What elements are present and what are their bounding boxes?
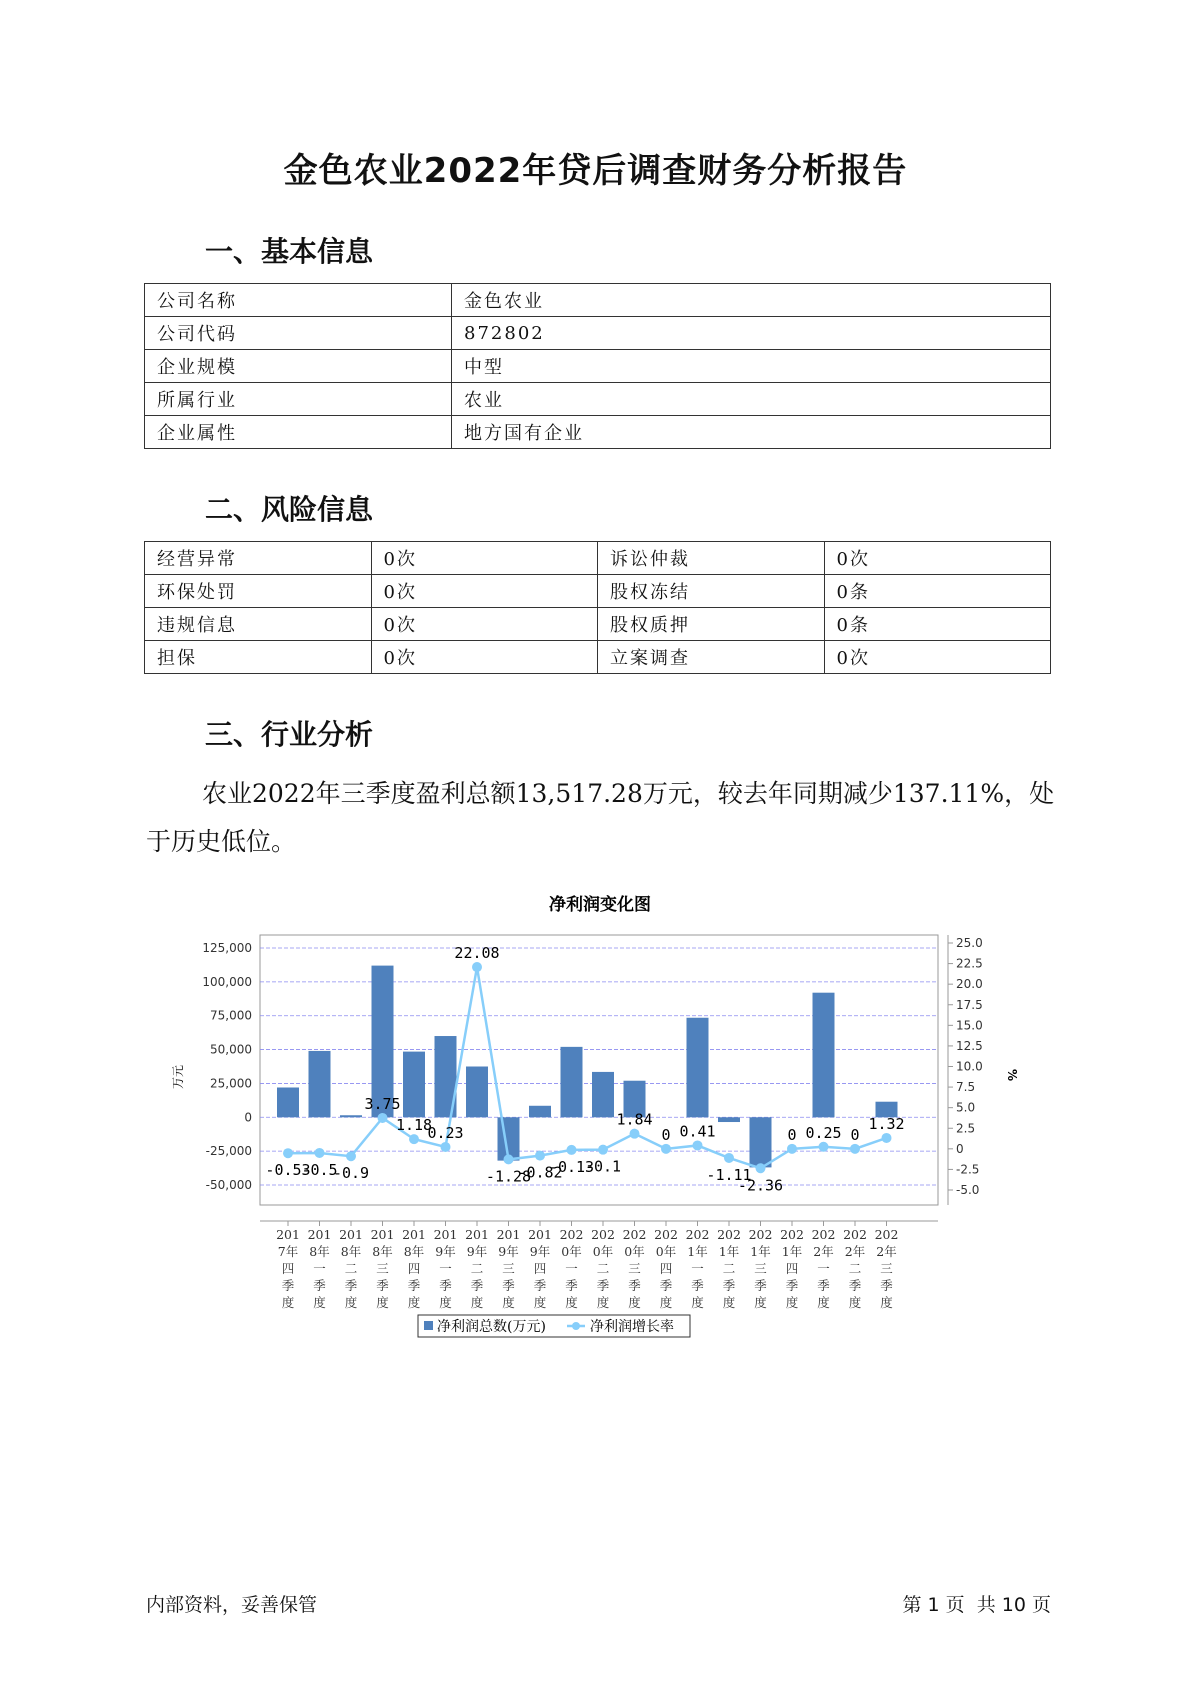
bar [309,1051,331,1117]
x-tick-label: 202 0年三季度 [622,1227,647,1310]
growth-data-label: 1.84 [616,1110,653,1129]
basic-info-row [145,416,1051,449]
legend-line-dot [572,1322,580,1330]
basic-info-cell: 企业属性 [145,416,452,449]
y-axis-label: 万元 [171,1064,185,1090]
y2-tick-label: 15.0 [956,1018,983,1033]
bar [592,1072,614,1117]
y2-tick-label: 0 [956,1141,964,1156]
x-tick-label: 202 1年四季度 [780,1227,804,1310]
growth-data-label: 0 [850,1125,860,1144]
x-tick-label: 201 9年二季度 [465,1227,489,1310]
growth-point [661,1144,671,1154]
growth-point [598,1145,608,1155]
risk-info-cell: 0条 [824,575,1051,608]
y2-tick-label: 10.0 [956,1059,983,1074]
risk-info-cell: 股权冻结 [598,575,825,608]
risk-info-cell: 诉讼仲裁 [598,542,825,575]
risk-info-cell: 0次 [371,575,598,608]
x-tick-label: 201 8年三季度 [370,1227,395,1310]
growth-data-label: 0 [787,1125,797,1144]
growth-point [819,1142,829,1152]
section-basic-heading: 一、基本信息 [205,235,374,268]
growth-data-label: -0.82 [517,1163,563,1182]
bar [813,993,835,1118]
growth-data-label: 3.75 [364,1094,401,1113]
basic-info-row [145,284,1051,317]
y-tick-label: -50,000 [205,1178,252,1192]
risk-info-cell: 0次 [371,641,598,674]
x-tick-label: 202 0年二季度 [591,1227,615,1310]
risk-info-table [144,541,1051,674]
basic-info-cell: 农业 [452,383,1051,416]
y-tick-label: 25,000 [210,1076,252,1091]
growth-data-label: -1.11 [706,1165,752,1184]
growth-point [787,1144,797,1154]
x-tick-label: 201 7年四季度 [276,1227,300,1310]
section-industry-heading: 三、行业分析 [205,718,374,751]
basic-info-row [145,317,1051,350]
x-tick-label: 202 0年四季度 [654,1227,678,1310]
section-risk-heading: 二、风险信息 [205,493,374,526]
growth-data-label: -0.53 [265,1161,311,1180]
y2-tick-label: 20.0 [956,977,983,992]
bar [750,1117,772,1167]
y-tick-label: -25,000 [205,1144,252,1159]
x-tick-label: 201 8年二季度 [339,1227,363,1310]
x-tick-label: 201 9年三季度 [496,1227,521,1310]
bar [687,1018,709,1118]
x-tick-label: 202 1年三季度 [748,1227,773,1310]
growth-point [504,1154,514,1164]
risk-info-cell: 0次 [371,608,598,641]
growth-point [724,1153,734,1163]
growth-data-label: -0.5 [301,1160,338,1179]
growth-point [567,1145,577,1155]
bar [561,1047,583,1117]
risk-info-cell: 违规信息 [145,608,372,641]
footer-confidential: 内部资料，妥善保管 [146,1594,318,1616]
growth-data-label: -2.36 [737,1176,784,1195]
net-profit-chart [160,885,1020,1345]
growth-data-label: -0.9 [332,1164,370,1183]
legend-line-label: 净利润增长率 [590,1319,674,1335]
y2-tick-label: 2.5 [956,1121,976,1136]
y2-tick-label: 25.0 [956,936,983,950]
legend-bar-swatch [424,1321,433,1330]
x-tick-label: 201 8年一季度 [307,1227,332,1310]
growth-point [756,1163,766,1173]
growth-point [441,1142,451,1152]
basic-info-cell: 872802 [452,317,1051,350]
risk-info-cell: 0次 [824,542,1051,575]
growth-point [535,1151,545,1161]
growth-point [283,1148,293,1158]
y2-tick-label: 17.5 [956,997,983,1012]
legend-bar-label: 净利润总数(万元) [437,1319,546,1335]
x-tick-label: 202 1年二季度 [717,1227,741,1310]
growth-data-label: 1.18 [395,1116,433,1135]
industry-paragraph: 农业2022年三季度盈利总额13,517.28万元，较去年同期减少137.11%，处于历史低位。 [146,779,1055,856]
y2-tick-label: -5.0 [956,1183,980,1197]
growth-data-label: 0.41 [679,1122,716,1141]
y2-tick-label: -2.5 [956,1162,980,1177]
bar [403,1052,425,1118]
growth-point [472,962,482,972]
basic-info-row [145,383,1051,416]
growth-data-label: 0 [661,1125,671,1144]
growth-data-label: 22.08 [454,944,500,963]
x-tick-label: 201 9年一季度 [433,1227,458,1310]
risk-info-cell: 担保 [145,641,372,674]
basic-info-row [145,350,1051,383]
growth-point [409,1134,419,1144]
y-tick-label: 75,000 [210,1008,252,1023]
y-tick-label: 100,000 [202,974,252,989]
basic-info-cell: 金色农业 [452,284,1051,317]
growth-data-label: -0.13 [548,1157,595,1176]
footer-page-number: 第 1 页 共 10 页 [902,1594,1051,1616]
basic-info-cell: 地方国有企业 [452,416,1051,449]
risk-info-row [145,542,1051,575]
growth-data-label: 1.32 [868,1114,905,1133]
growth-point [346,1151,356,1161]
bar [718,1117,740,1122]
x-tick-label: 202 2年三季度 [874,1227,899,1310]
risk-info-cell: 0次 [824,641,1051,674]
risk-info-cell: 经营异常 [145,542,372,575]
growth-point [882,1133,892,1143]
risk-info-row [145,641,1051,674]
x-tick-label: 202 1年一季度 [685,1227,710,1310]
y-tick-label: 125,000 [202,941,252,955]
basic-info-cell: 所属行业 [145,383,452,416]
bar [466,1067,488,1118]
y2-tick-label: 12.5 [956,1038,983,1053]
basic-info-table [144,283,1051,449]
y2-axis-label: % [1005,1068,1019,1082]
y-tick-label: 0 [244,1110,252,1125]
growth-data-label: 0.23 [427,1123,464,1142]
basic-info-cell: 企业规模 [145,350,452,383]
growth-data-label: -0.1 [584,1157,622,1176]
growth-point [630,1129,640,1139]
x-tick-label: 201 8年四季度 [402,1227,426,1310]
basic-info-cell: 公司名称 [145,284,452,317]
basic-info-cell: 中型 [452,350,1051,383]
y2-tick-label: 22.5 [956,956,983,971]
bar [340,1115,362,1117]
risk-info-cell: 股权质押 [598,608,825,641]
y2-tick-label: 7.5 [956,1080,976,1095]
x-tick-label: 202 2年二季度 [843,1227,867,1310]
risk-info-row [145,608,1051,641]
growth-point [315,1148,325,1158]
risk-info-cell: 立案调查 [598,641,825,674]
x-tick-label: 202 0年一季度 [559,1227,584,1310]
risk-info-cell: 0条 [824,608,1051,641]
x-tick-label: 202 2年一季度 [811,1227,836,1310]
risk-info-row [145,575,1051,608]
bar [529,1106,551,1118]
growth-data-label: 0.25 [805,1123,842,1142]
y-tick-label: 50,000 [210,1042,252,1057]
growth-point [850,1144,860,1154]
growth-point [693,1140,703,1150]
basic-info-cell: 公司代码 [145,317,452,350]
x-tick-label: 201 9年四季度 [528,1227,552,1310]
bar [277,1087,299,1117]
risk-info-cell: 0次 [371,542,598,575]
growth-point [378,1113,388,1123]
y2-tick-label: 5.0 [956,1100,976,1115]
risk-info-cell: 环保处罚 [145,575,372,608]
chart-title: 净利润变化图 [549,895,651,915]
growth-data-label: -1.28 [485,1167,532,1186]
report-title: 金色农业2022年贷后调查财务分析报告 [283,151,908,191]
